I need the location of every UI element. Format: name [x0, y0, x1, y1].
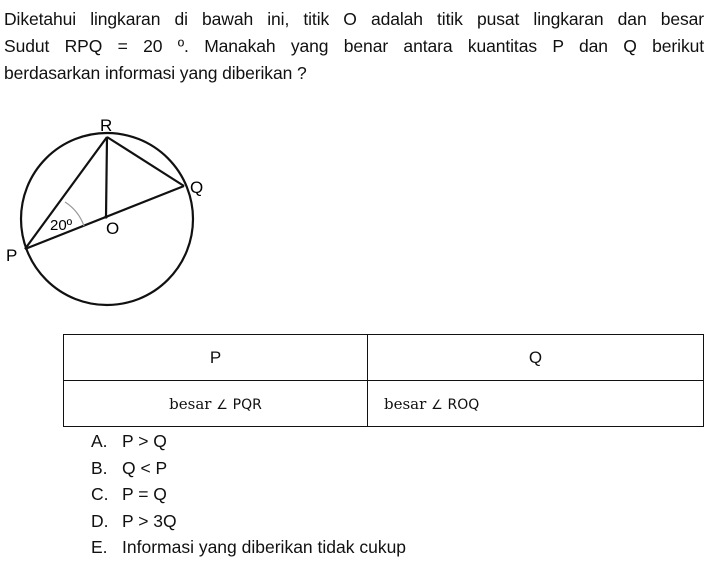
- option-text: P > Q: [122, 431, 167, 451]
- cell-p-name: PQR: [232, 396, 262, 413]
- comparison-table: [63, 334, 704, 427]
- option-b[interactable]: [91, 455, 406, 482]
- header-p: P: [64, 335, 368, 381]
- cell-p: [64, 381, 368, 427]
- option-letter: B.: [91, 457, 108, 478]
- segment-ro: [106, 137, 107, 217]
- question-line-2: Sudut RPQ = 20 º. Manakah yang benar antara kuantitas P dan Q berikut: [4, 36, 704, 56]
- answer-options: [91, 428, 406, 561]
- option-text: P = Q: [122, 484, 167, 504]
- cell-q-name: ROQ: [447, 396, 480, 413]
- question-text: [4, 6, 704, 87]
- angle-icon: ∠: [431, 397, 443, 413]
- option-letter: A.: [91, 431, 108, 451]
- option-c[interactable]: [91, 481, 406, 508]
- cell-q: [368, 381, 704, 427]
- label-q: Q: [190, 178, 204, 197]
- cell-q-prefix: besar: [384, 394, 427, 413]
- circle-diagram: [0, 105, 230, 315]
- label-o: O: [106, 219, 120, 238]
- table-row: [64, 381, 704, 427]
- segment-rq: [107, 137, 184, 186]
- header-q: Q: [368, 335, 704, 381]
- option-text: Q < P: [122, 457, 168, 478]
- option-letter: E.: [91, 537, 108, 557]
- label-r: R: [100, 116, 113, 135]
- option-text: P > 3Q: [122, 510, 177, 531]
- option-letter: C.: [91, 484, 109, 504]
- label-p: P: [6, 246, 18, 265]
- question-line-3: berdasarkan informasi yang diberikan ?: [4, 63, 307, 83]
- option-e[interactable]: [91, 534, 406, 561]
- cell-p-prefix: besar: [169, 394, 212, 413]
- option-text: Informasi yang diberikan tidak cukup: [122, 537, 407, 557]
- option-letter: D.: [91, 510, 109, 531]
- question-line-1: Diketahui lingkaran di bawah ini, titik O adalah titik pusat lingkaran dan besar: [4, 9, 704, 29]
- angle-label: 20º: [50, 217, 73, 234]
- table-header-row: [64, 335, 704, 381]
- option-d[interactable]: [91, 508, 406, 535]
- angle-icon: ∠: [216, 397, 228, 413]
- option-a[interactable]: [91, 428, 406, 455]
